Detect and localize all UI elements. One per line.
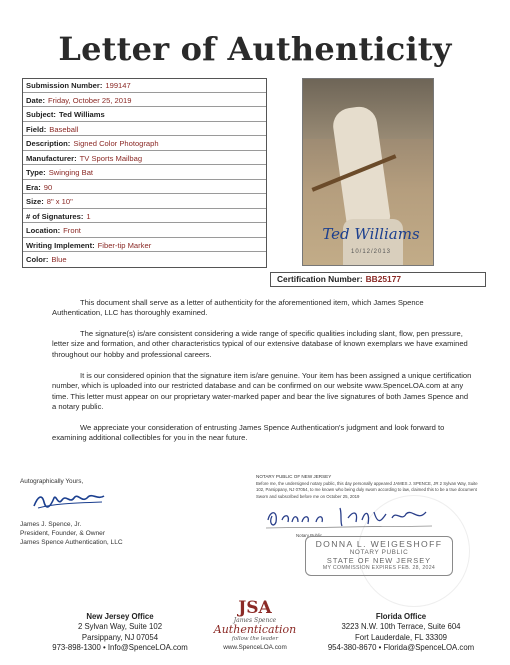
- detail-row-size: [23, 195, 266, 209]
- detail-label: Subject:: [26, 110, 56, 119]
- detail-value: 199147: [105, 81, 131, 90]
- photo-autograph: Ted Williams: [322, 225, 420, 243]
- detail-value: 8" x 10": [46, 197, 73, 206]
- detail-value: 90: [43, 182, 53, 192]
- james-spence-signature: [28, 488, 108, 514]
- closing-salutation: Autographically Yours,: [20, 478, 84, 485]
- detail-label: Submission Number:: [26, 81, 103, 90]
- officer-name: James J. Spence, Jr.: [20, 521, 82, 528]
- notary-stamp-expires: MY COMMISSION EXPIRES FEB. 28, 2024: [322, 565, 436, 571]
- office-address-line: 2 Sylvan Way, Suite 102: [77, 622, 163, 632]
- office-name: Florida Office: [375, 612, 427, 621]
- detail-value: 1: [86, 211, 91, 221]
- notary-sworn-line: Sworn and subscribed before me on October 25, 2019: [256, 494, 360, 499]
- logo-authentication-text: Authentication: [213, 623, 297, 636]
- notary-public-label: Notary Public: [296, 533, 323, 538]
- detail-row-writing-implement: [23, 239, 266, 253]
- detail-row-field: [23, 123, 266, 137]
- officer-company: James Spence Authentication, LLC: [20, 539, 123, 546]
- office-address-line: Fort Lauderdale, FL 33309: [354, 632, 448, 642]
- detail-value: Signed Color Photograph: [73, 139, 159, 148]
- office-address-line: 3223 N.W. 10th Terrace, Suite 604: [341, 622, 461, 632]
- detail-row-location: [23, 224, 266, 238]
- page-title: Letter of Authenticity: [58, 30, 452, 68]
- officer-block: [20, 520, 123, 547]
- detail-row-date: [23, 94, 266, 108]
- footer-florida-office: [316, 612, 486, 654]
- detail-value: Front: [63, 226, 81, 235]
- certification-value: BB25177: [365, 274, 402, 284]
- notary-statement: Before me, the undersigned notary public, this day personally appeared JAMES J. SPENCE, JR 2 Sylvan Way, Suite 102, Parsippany, NJ 07054, to me known who being duly sworn according to law, claimed this to be a true document: [256, 481, 478, 492]
- detail-label: Description:: [26, 139, 71, 148]
- office-contact-line: 973-898-1300 • Info@SpenceLOA.com: [52, 643, 188, 653]
- website-link[interactable]: www.SpenceLOA.com: [223, 644, 287, 651]
- jsa-logo: [205, 600, 305, 660]
- office-name: New Jersey Office: [86, 612, 154, 621]
- item-details-table: [22, 78, 267, 268]
- detail-row-subject: [23, 108, 266, 122]
- detail-value: Blue: [51, 255, 67, 264]
- detail-value: Baseball: [49, 124, 79, 134]
- detail-label: Writing Implement:: [26, 240, 95, 250]
- body-paragraph-1: This document shall serve as a letter of authenticity for the aforementioned item, which James Spence Authentication, LLC has thoroughly examined.: [52, 298, 424, 318]
- detail-row-color: [23, 253, 266, 267]
- photo-date-stamp: 10/12/2013: [350, 249, 392, 255]
- detail-value: Ted Williams: [58, 110, 105, 119]
- notary-stamp-title: NOTARY PUBLIC: [349, 549, 409, 556]
- logo-jsa-text: JSA: [238, 598, 272, 618]
- notary-stamp-name: DONNA L. WEIGESHOFF: [315, 539, 443, 549]
- logo-james-spence-text: James Spence: [233, 617, 277, 624]
- item-photo: [302, 78, 434, 266]
- officer-title: President, Founder, & Owner: [20, 530, 106, 537]
- detail-label: Field:: [26, 124, 47, 134]
- certification-label: Certification Number:: [277, 274, 363, 284]
- detail-label: Type:: [26, 168, 46, 177]
- office-contact-line: 954-380-8670 • Florida@SpenceLOA.com: [327, 643, 475, 653]
- notary-signature: [262, 500, 442, 532]
- detail-label: Size:: [26, 197, 44, 206]
- detail-row-era: [23, 181, 266, 195]
- detail-value: TV Sports Mailbag: [79, 153, 143, 163]
- body-paragraph-4: We appreciate your consideration of entrusting James Spence Authentication's judgment and look forward to examining additional collectibles for you in the near future.: [52, 423, 445, 443]
- footer-new-jersey-office: [40, 612, 200, 654]
- notary-stamp: [305, 536, 453, 576]
- detail-row-type: [23, 166, 266, 180]
- detail-value: Fiber-tip Marker: [97, 240, 152, 250]
- detail-row-manufacturer: [23, 152, 266, 166]
- logo-tagline: follow the leader: [231, 636, 279, 642]
- detail-row-signatures: [23, 210, 266, 224]
- certification-number-box: [270, 272, 486, 287]
- office-address-line: Parsippany, NJ 07054: [81, 632, 159, 642]
- body-paragraph-3: It is our considered opinion that the signature item is/are genuine. Your item has been assigned a unique certification number, which is uploaded into our restricted database and can be confirmed on our website www.SpenceLOA.com at any time. This letter must appear on our proprietary water-marked paper and bear the live signatures of both James Spence and a notary public.: [52, 371, 472, 412]
- notary-stamp-state: STATE OF NEW JERSEY: [326, 556, 432, 565]
- detail-row-description: [23, 137, 266, 151]
- detail-label: # of Signatures:: [26, 211, 84, 221]
- notary-header: NOTARY PUBLIC OF NEW JERSEY: [256, 474, 332, 479]
- detail-value: Swinging Bat: [48, 168, 94, 177]
- detail-row-submission-number: [23, 79, 266, 93]
- body-paragraph-2: The signature(s) is/are consistent considering a wide range of specific qualities including slant, flow, pen pressure, letter size and formation, and other characteristics typical of our extensive database of known exemplars we have examined throughout our hobby and professional careers.: [52, 329, 468, 359]
- detail-label: Era:: [26, 182, 41, 192]
- detail-label: Location:: [26, 226, 61, 235]
- detail-label: Date:: [26, 95, 45, 105]
- detail-label: Color:: [26, 255, 49, 264]
- detail-value: Friday, October 25, 2019: [48, 95, 132, 105]
- detail-label: Manufacturer:: [26, 153, 77, 163]
